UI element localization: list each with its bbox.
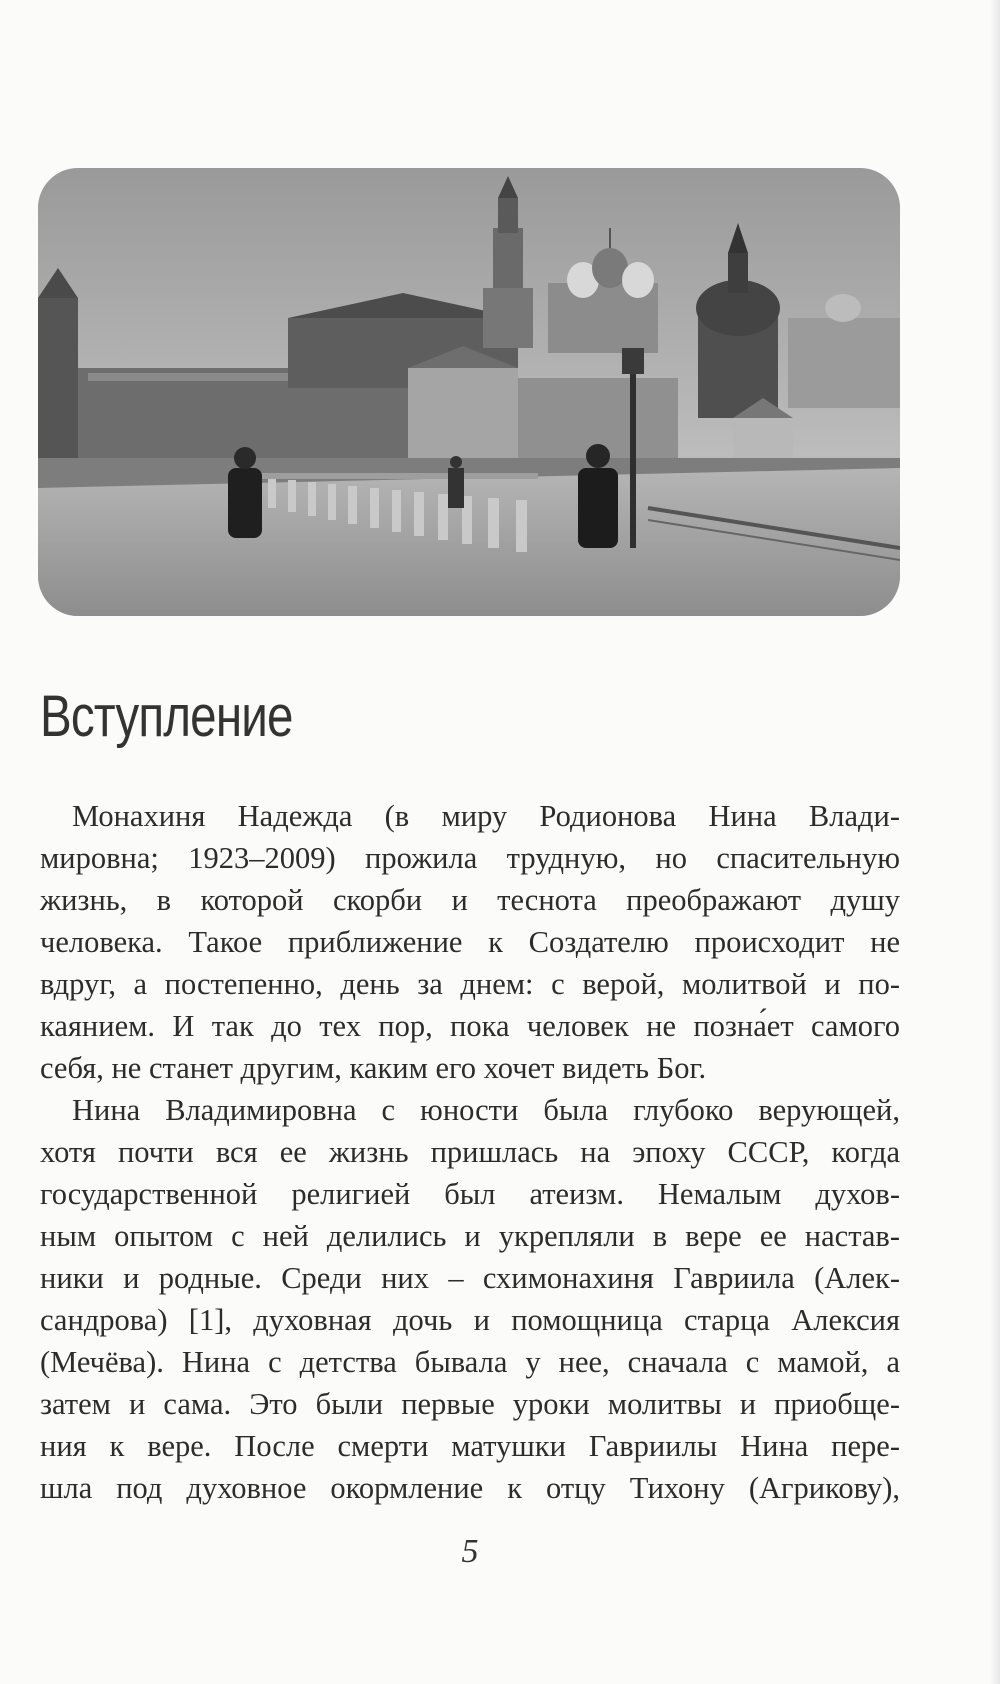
page-edge-shadow — [990, 0, 1000, 1684]
text-line: себя, не станет другим, каким его хочет видеть Бог. — [40, 1051, 707, 1085]
chapter-heading: Вступление — [40, 684, 293, 749]
text-line: мировна; 1923–2009) прожила трудную, но спасительную — [40, 841, 900, 875]
text-line: вдруг, а постепенно, день за днем: с верой, молитвой и по- — [40, 967, 900, 1001]
text-line: каянием. И так до тех пор, пока человек не позна́ет самого — [40, 1009, 900, 1043]
text-line: ния к вере. После смерти матушки Гавриилы Нина пере- — [40, 1429, 900, 1463]
body-text — [40, 795, 900, 1509]
text-line: сандрова) [1], духовная дочь и помощница старца Алексия — [40, 1303, 900, 1337]
text-line: затем и сама. Это были первые уроки молитвы и приобще- — [40, 1387, 900, 1421]
text-line: шла под духовное окормление к отцу Тихону (Агрикову), — [40, 1471, 900, 1505]
text-line: хотя почти вся ее жизнь пришлась на эпоху СССР, когда — [40, 1135, 900, 1169]
text-line: государственной религией был атеизм. Немалым духов- — [40, 1177, 900, 1211]
text-line: ным опытом с ней делились и укрепляли в вере ее настав- — [40, 1219, 900, 1253]
text-line: (Мечёва). Нина с детства бывала у нее, сначала с мамой, а — [40, 1345, 900, 1379]
text-line: человека. Такое приближение к Создателю происходит не — [40, 925, 900, 959]
text-line: Монахиня Надежда (в миру Родионова Нина Влади- — [72, 799, 900, 833]
page-number: 5 — [461, 1533, 479, 1570]
text-line: ники и родные. Среди них – схимонахиня Гавриила (Алек- — [40, 1261, 900, 1295]
monastery-photo — [38, 168, 900, 616]
text-line: жизнь, в которой скорби и теснота преображают душу — [40, 883, 900, 917]
text-line: Нина Владимировна с юности была глубоко верующей, — [72, 1093, 900, 1127]
monastery-photo-icon — [38, 168, 900, 616]
